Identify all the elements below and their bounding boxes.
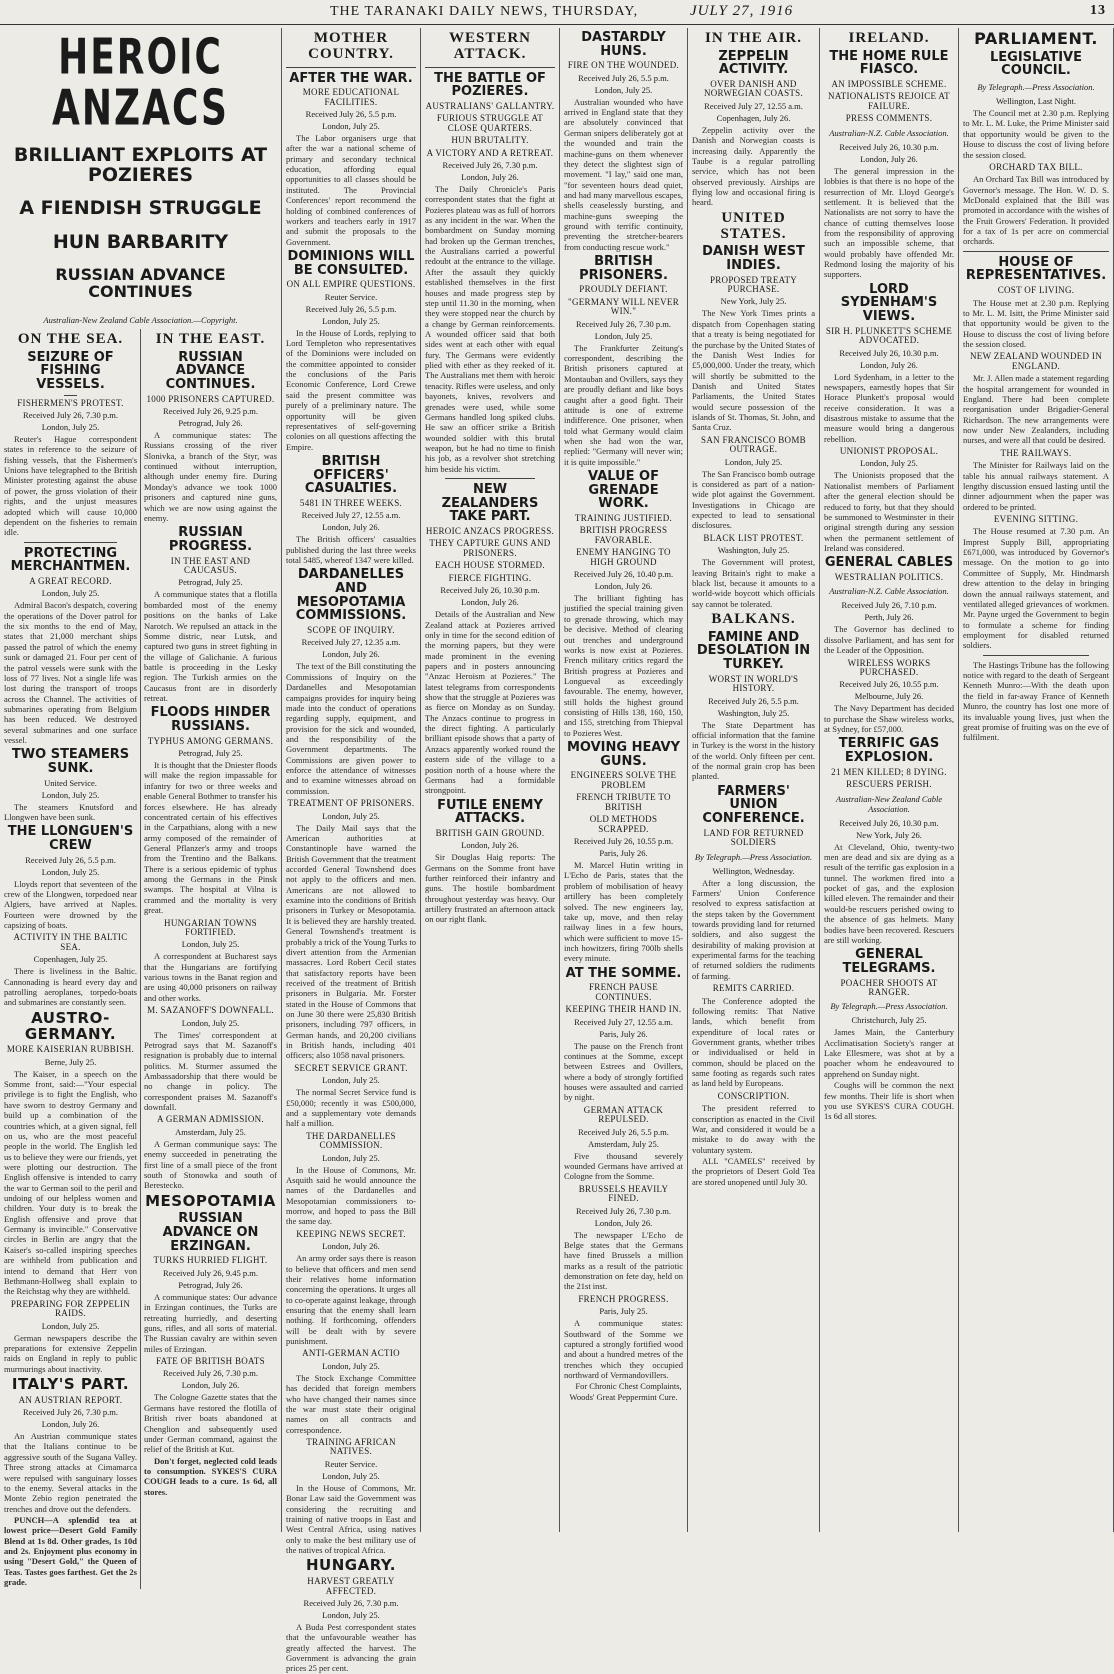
place-line: London, July 26. bbox=[322, 522, 380, 533]
dateline: Received July 26, 7.30 p.m. bbox=[576, 318, 671, 329]
dateline: Received July 26, 10.55 p.m. bbox=[573, 836, 674, 847]
place-line: Wellington, Last Night. bbox=[995, 96, 1077, 107]
subhead: FISHERMEN'S PROTEST. bbox=[17, 397, 124, 408]
article-text: The Hastings Tribune has the following notice with regard to the death of Sergeant Kenneth Munro:—With the death upon the field in far-away France of Kenneth Munro, the country has lost one more of its invaluable young lives, just when the great promise of fruiting was on the eve of fulfilment. bbox=[963, 659, 1109, 743]
subhead: TRAINING AFRICAN NATIVES. bbox=[306, 1436, 396, 1457]
headline-heroic-anzacs: HEROIC ANZACS bbox=[52, 30, 229, 137]
place-line: Christchurch, July 25. bbox=[851, 1015, 927, 1026]
dateline: Received July 26, 9.25 p.m. bbox=[163, 406, 258, 417]
section-on-the-sea: ON THE SEA. bbox=[17, 330, 124, 347]
subhead: WIRELESS WORKS PURCHASED. bbox=[847, 657, 931, 677]
subhead: OLD METHODS SCRAPPED. bbox=[589, 814, 658, 834]
article-text: A German communique says: The enemy succeeded in penetrating the first line of a small piece of the front south of Stonowka and south of Berestecko. bbox=[144, 1138, 277, 1191]
subhead: KEEPING THEIR HAND IN. bbox=[565, 1004, 682, 1015]
subhead: A GERMAN ADMISSION. bbox=[157, 1114, 264, 1125]
article-text: The San Francisco bomb outrage is considered as part of a nation-wide plot against the Government. Investigations in Chicago are expected to lead to sensational disclosures. bbox=[692, 468, 815, 531]
divider bbox=[983, 655, 1089, 656]
subhead: FIERCE FIGHTING. bbox=[448, 572, 532, 583]
masthead-title: THE TARANAKI DAILY NEWS, THURSDAY, bbox=[330, 4, 639, 19]
dateline: Received July 26, 7.30 p.m. bbox=[303, 1598, 399, 1608]
subhead: REMITS CARRIED. bbox=[712, 983, 795, 994]
subhead: ENGINEERS SOLVE THE PROBLEM bbox=[570, 770, 677, 790]
article-text: Lord Sydenham, in a letter to the newspapers, earnestly hopes that Sir Horace Plunkett's proposal would receive consideration. It was a disastrous mistake to assume that the measure would bring a dangerous rebellion. bbox=[824, 371, 954, 444]
article-text: Five thousand severely wounded Germans have arrived at Cologne from the Somme. bbox=[564, 1150, 683, 1182]
place-line: Petrograd, July 25. bbox=[178, 748, 243, 759]
subhead: MORE EDUCATIONAL FACILITIES. bbox=[302, 87, 400, 107]
section-in-the-east: IN THE EAST. bbox=[155, 330, 266, 347]
page-number: 13 bbox=[1090, 3, 1106, 18]
subhead: FATE OF BRITISH BOATS bbox=[156, 1355, 265, 1366]
column-dastardly-huns bbox=[560, 28, 688, 1532]
dateline: Received July 26, 10.30 p.m. bbox=[839, 141, 939, 152]
article-text: Sir Douglas Haig reports: The Germans on the Somme front have further reinforced their infantry and guns. The hostile bombardment throughout yesterday was heavy. Our artillery frustrated an afternoon attack on our right flank. bbox=[425, 852, 555, 925]
service-line: United Service. bbox=[44, 777, 97, 788]
dateline: Received July 26, 7.10 p.m. bbox=[841, 600, 937, 611]
advertisement: PUNCH—A splendid tea at lowest price—Desert Gold Family Blend at 1s 8d. Other grades, 1s 10d and 2s. Enjoyment plus economy in using "Desert Gold," the Queen of Teas. Tastes goes farthest. Get the 2s grade. bbox=[4, 1515, 137, 1588]
dateline: Received July 26, 5.5 p.m. bbox=[708, 695, 799, 706]
service-line: Reuter Service. bbox=[324, 291, 378, 302]
place-line: London, July 26. bbox=[594, 1217, 653, 1228]
article-text: In the House of Lords, replying to Lord Templeton who representatives of the Dominions were included on the committee appointed to consider the conclusions of the Paris Economic Conference, Lord Crewe said the present committee was purely of a preliminary nature. The opportunity will be given representatives of self-governing colonies on all questions affecting the Empire. bbox=[286, 327, 416, 452]
subhead: AN AUSTRIAN REPORT. bbox=[18, 1394, 123, 1405]
place-line: London, July 25. bbox=[322, 1610, 380, 1620]
dateline: Received July 26, 5.5 p.m. bbox=[305, 109, 397, 120]
dateline: Received July 26, 10.30 p.m. bbox=[839, 817, 939, 828]
place-line: London, July 25. bbox=[41, 789, 100, 800]
article-text: An Orchard Tax Bill was introduced by Governor's message. The Hon. W. D. S. McDonald explained that the Bill was promoted in accordance with the wishes of the Fruit Growers' Federation. It provided for a tax of 1s per acre on commercial orchards. bbox=[963, 174, 1109, 247]
article-text: Zeppelin activity over the Danish and Norwegian coasts is increasing daily. Apparently the Taube is a regular patrolling service, which has not been observed previously. Airships are flying low and occasional firing is heard. bbox=[692, 124, 815, 208]
subhead: BRITISH OFFICERS' CASUALTIES. bbox=[304, 454, 398, 497]
subhead: ENEMY HANGING TO HIGH GROUND bbox=[576, 547, 671, 567]
article-text: The Unionists proposed that the Nationalist members of Parliament after the general election should be reduced to forty, but that they should be summoned to Westminster in their original strength during any session when the permanent settlement of Ireland was considered. bbox=[824, 470, 954, 553]
article-text: The State Department has official information that the famine in Turkey is the worst in the history of the world. Only fifteen per cent. of the normal grain crop has been planted. bbox=[692, 719, 815, 782]
article-text: Reuter's Hague correspondent states in reference to the seizure of fishing vessels, that the Fishermen's Unions have telegraphed to the British Minister protesting against the abuse of power, the gross violation of their rights, and the unjust measures adopted which will cause 10,000 dependent on the fisheries to remain idle. bbox=[4, 434, 137, 538]
subhead: GENERAL TELEGRAMS. bbox=[842, 947, 936, 976]
advertisement: Don't forget, neglected cold leads to consumption. SYKES'S CURA COUGH leads to a cure. 1s 6d, all stores. bbox=[144, 1455, 277, 1497]
place-line: Washington, July 25. bbox=[717, 707, 790, 718]
place-line: London, July 25. bbox=[594, 330, 653, 341]
subhead: TYPHUS AMONG GERMANS. bbox=[147, 735, 274, 746]
headline-pozieres: BRILLIANT EXPLOITS AT POZIERES bbox=[13, 143, 268, 186]
subhead: MORE KAISERIAN RUBBISH. bbox=[6, 1044, 135, 1055]
dateline: Received July 27, 12.55 a.m. bbox=[301, 510, 401, 521]
place-line: London, July 25. bbox=[322, 1360, 380, 1371]
place-line: London, July 26. bbox=[461, 840, 519, 851]
subhead: GERMAN ATTACK REPULSED. bbox=[583, 1104, 664, 1125]
place-line: London, July 26. bbox=[860, 359, 918, 370]
article-text: Lloyds report that seventeen of the crew of the Llongwen, torpedoed near Algiers, have arrived at Naples. Fourteen were drowned by the capsizing of boats. bbox=[4, 878, 137, 931]
subhead: TERRIFIC GAS EXPLOSION. bbox=[838, 736, 940, 766]
subhead: BRITISH PROGRESS FAVORABLE. bbox=[579, 525, 668, 545]
article-text: The brilliant fighting has justified the special training given to grenade throwing, which may be decisive. Method of clearing out trenches and underground works is now exist at Pozieres. French military critics regard the British progress at Pozieres and Longueval as exceedingly favourable. The enemy, however, still holds the highest ground consisting of Hills 138, 160, 150, and 155, stretching from Thiepval to Pozieres West. bbox=[564, 593, 683, 738]
article-text: German newspapers describe the preparations for extensive Zeppelin raids on England in reply to public murmurings about inactivity. bbox=[4, 1332, 137, 1374]
dateline: Received July 26, 7.30 p.m. bbox=[442, 159, 538, 170]
subhead: A GREAT RECORD. bbox=[29, 575, 112, 586]
article-text: The president referred to conscription as enacted in the Civil War, and considered it would be a mistake to do away with the voluntary system. bbox=[692, 1103, 815, 1155]
article-text: The steamers Knutsford and Llongwen have been sunk. bbox=[4, 801, 137, 823]
place-line: London, July 25. bbox=[181, 1017, 240, 1028]
subhead: HEROIC ANZACS PROGRESS. bbox=[425, 525, 555, 536]
subhead: CONSCRIPTION. bbox=[717, 1090, 790, 1101]
dateline: Received July 27, 12.55 a.m. bbox=[704, 100, 803, 111]
advertisement: For Chronic Chest Complaints, Woods' Great Peppermint Cure. bbox=[569, 1381, 682, 1402]
divider bbox=[286, 67, 416, 68]
subhead: FARMERS' UNION CONFERENCE. bbox=[702, 783, 805, 826]
article-text: Mr. J. Allen made a statement regarding the hospital arrangement for wounded in England. There had been complete reorganisation under Brigadier-General Richardson. The new arrangements were now under New Zealanders, including nurses, and were all that could be desired. bbox=[963, 373, 1109, 446]
subhead: HUN BRUTALITY. bbox=[451, 135, 529, 146]
subhead: TREATMENT OF PRISONERS. bbox=[287, 798, 415, 809]
subhead: RUSSIAN PROGRESS. bbox=[168, 525, 253, 554]
dateline: Received July 26, 5.5 p.m. bbox=[578, 1126, 669, 1137]
place-line: London, July 25. bbox=[322, 810, 380, 821]
article-text: A Buda Pest correspondent states that the unfavourable weather has greatly affected the harvest. The Government is advancing the grain prices 25 per cent. bbox=[286, 1622, 416, 1674]
place-line: London, July 25. bbox=[41, 1320, 100, 1331]
article-text: After a long discussion, the Farmers' Union Conference resolved to express satisfaction at the steps taken by the Government towards providing land for returned soldiers, and also suggest the desirability of making provision at experimental farms for the teaching of returned soldiers the rudiments of farming. bbox=[692, 877, 815, 981]
section-austro-germany: AUSTRO-GERMANY. bbox=[24, 1008, 117, 1043]
place-line: London, July 26. bbox=[181, 1380, 240, 1391]
subhead: RESCUERS PERISH. bbox=[846, 779, 932, 790]
subhead: SCOPE OF INQUIRY. bbox=[307, 625, 395, 635]
article-text: There is liveliness in the Baltic. Cannonading is heard every day and patrolling aeroplanes, torpedo-boats and submarines are constantly seen. bbox=[4, 966, 137, 1008]
place-line: New York, July 26. bbox=[856, 829, 922, 840]
subhead: SECRET SERVICE GRANT. bbox=[294, 1062, 408, 1073]
subhead: THE LLONGUEN'S CREW bbox=[7, 824, 134, 854]
place-line: London, July 25. bbox=[41, 422, 100, 433]
section-united-states: UNITED STATES. bbox=[720, 209, 787, 242]
column-western-attack bbox=[421, 28, 560, 1532]
place-line: London, July 26. bbox=[461, 597, 519, 608]
section-parliament: PARLIAMENT. bbox=[974, 29, 1098, 48]
section-dastardly-huns: DASTARDLY HUNS. bbox=[581, 30, 666, 59]
dateline: Received July 26, 5.5 p.m. bbox=[578, 72, 669, 83]
dateline: Received July 26, 10.40 p.m. bbox=[573, 569, 674, 580]
article-text: The House resumed at 7.30 p.m. An Imprest Supply Bill, appropriating £671,000, was introduced by Governor's message. On the motion to go into Committee of Supply, Mr. Hindmarsh drew attention to the delay in bringing down the annual railways statement, and ventilated alleged grievances of workmen. Mr. Payne urged the Government to begin to formulate a scheme for finding employment for disabled returned soldiers. bbox=[963, 526, 1109, 651]
subhead: TWO STEAMERS SUNK. bbox=[11, 747, 130, 777]
dateline: Received July 26, 7.30 p.m. bbox=[23, 410, 118, 421]
section-italys-part: ITALY'S PART. bbox=[11, 1374, 130, 1393]
article-text: The House met at 2.30 p.m. Replying to Mr. L. M. Isitt, the Prime Minister said that opportunity would be given to the House to discuss the cost of living before the session closed. bbox=[963, 297, 1109, 349]
subhead: A VICTORY AND A RETREAT. bbox=[426, 147, 554, 158]
section-western-attack: WESTERN ATTACK. bbox=[448, 30, 532, 62]
article-text: James Main, the Canterbury Acclimatisation Society's ranger at Lake Ellesmere, was shot at by a poacher whom he endeavoured to apprehend on Sunday night. bbox=[824, 1027, 954, 1079]
dateline: Received July 27, 12.35 a.m. bbox=[301, 637, 401, 648]
article-text: Admiral Bacon's despatch, covering the operations of the Dover patrol for the six months to the end of May, states that 21,000 merchant ships passed the patrol of which the enemy sunk or damaged 21. Four per cent of the patrol vessels were sunk with the loss of 77 lives. Not a single life was lost during the transport of troops across the Channel. The activities of submarines operating from Belgium has been reduced. We destroyed several submarines and one surface vessel. bbox=[4, 600, 137, 746]
advertisement: ALL "CAMELS" received by the proprietors of Desert Gold Tea are stored unopened until July 30. bbox=[692, 1156, 815, 1187]
article-text: The normal Secret Service fund is £50,000; recently it was £500,000, and a supplementary vote demands half a million. bbox=[286, 1087, 416, 1129]
subhead: LORD SYDENHAM'S VIEWS. bbox=[840, 281, 938, 325]
subhead: FRENCH TRIBUTE TO BRITISH bbox=[576, 792, 671, 812]
place-line: London, July 25. bbox=[41, 866, 100, 877]
place-line: London, July 26. bbox=[594, 581, 653, 592]
credit-line: Australian-New Zealand Cable Association. bbox=[835, 793, 943, 814]
article-text: The Council met at 2.30 p.m. Replying to Mr. L. M. Luke, the Prime Minister said that opportunity would be given to the House to discuss the cost of living before the session closed. bbox=[963, 108, 1109, 160]
subhead: FUTILE ENEMY ATTACKS. bbox=[437, 797, 543, 827]
subhead: NATIONALISTS REJOICE AT FAILURE. bbox=[828, 91, 950, 111]
article-text: The British officers' casualties published during the last three weeks total 5485, whereof 1347 were killed. bbox=[286, 534, 416, 566]
place-line: Perth, July 26. bbox=[864, 612, 914, 623]
divider bbox=[425, 67, 555, 68]
credit-line: Australian-N.Z. Cable Association. bbox=[829, 127, 949, 138]
place-line: Copenhagen, July 26. bbox=[716, 112, 791, 123]
subhead: RUSSIAN ADVANCE ON ERZINGAN. bbox=[162, 1211, 259, 1254]
article-text: The Frankfurter Zeitung's correspondent, describing the British prisoners captured at Montauban and Ovillers, says they are proudly defiant and like boys caught after a good fight. Their attitude is one of extreme indifference. One prisoner, when told what Germany would claim when she had won the war, replied: "Germany will never win; it is quite impossible." bbox=[564, 342, 683, 467]
subhead: KEEPING NEWS SECRET. bbox=[296, 1228, 406, 1239]
article-text: A communique states: Southward of the Somme we captured a strongly fortified wood and about a hundred metres of the trenches which they occupied northward of Vermandovillers. bbox=[564, 1318, 683, 1380]
subhead: RUSSIAN ADVANCE CONTINUES. bbox=[165, 349, 256, 392]
subhead: MOVING HEAVY GUNS. bbox=[566, 740, 681, 769]
subhead: FRENCH PROGRESS. bbox=[578, 1293, 669, 1304]
divider bbox=[64, 395, 77, 396]
article-text: In the House of Commons, Mr. Asquith said he would announce the names of the Dardanelles and Mesopotamian commissioners to-morrow, and hoped to pass the Bill the same day. bbox=[286, 1164, 416, 1227]
article-text: The text of the Bill constituting the Commissions of Inquiry on the Dardanelles and Mesopotamian campaigns provides for inquiry being made into the conduct of operations regarding supply, equipment, and provision for the sick and wounded, and the responsibility of the Government departments. The Commissions are given power to enforce the attendance of witnesses and to examine witnesses abroad on commission. bbox=[286, 661, 416, 796]
subhead: PREPARING FOR ZEPPELIN RAIDS. bbox=[10, 1298, 131, 1319]
subhead: IN THE EAST AND CAUCASUS. bbox=[170, 555, 251, 575]
place-line: London, July 26. bbox=[322, 649, 380, 660]
subhead: COST OF LIVING. bbox=[997, 285, 1075, 296]
subhead: DARDANELLES AND MESOPOTAMIA COMMISSIONS. bbox=[295, 567, 407, 624]
subhead: UNIONIST PROPOSAL. bbox=[839, 446, 939, 457]
subhead: TRAINING JUSTIFIED. bbox=[574, 512, 673, 523]
article-text: The pause on the French front continues at the Somme, except between Estrees and Ovillers, where a body of strongly fortified houses were assaulted and carried by night. bbox=[564, 1040, 683, 1103]
section-ireland: IRELAND. bbox=[848, 30, 930, 46]
subhead: PROUDLY DEFIANT. bbox=[579, 284, 668, 295]
subhead: NEW ZEALANDERS TAKE PART. bbox=[441, 482, 539, 525]
article-text: A communique states that a flotilla bombarded most of the enemy positions on the banks of Lake Narotch. We repulsed an attack in the Somme distric, near Lutsk, and captured two guns in street fighting in the village of Galichanie. A furious battle is proceeding in the Lesky region. The Turkish armies on the Caucasus front are in disorderly retreat. bbox=[144, 589, 277, 704]
credit-line: Australian-New Zealand Cable Association.—Copyright. bbox=[43, 314, 238, 325]
place-line: Amsterdam, July 25. bbox=[588, 1138, 659, 1149]
subhead: 5481 IN THREE WEEKS. bbox=[299, 497, 403, 508]
place-line: London, July 25. bbox=[322, 1470, 380, 1481]
subhead: LEGISLATIVE COUNCIL. bbox=[989, 49, 1082, 79]
article-text: The Stock Exchange Committee has decided that foreign members who have changed their names since the war must state their original names on all contracts and correspondence. bbox=[286, 1372, 416, 1435]
divider bbox=[24, 542, 117, 543]
article-text: The general impression in the lobbies is that there is no hope of the resurrection of Mr. Lloyd George's settlement. It is believed that the Nationalists are not sorry to have the chance of cutting themselves loose from the responsibility of approving such an impossible scheme, that would probably have offended Mr. Redmond losing the majority of his supporters. bbox=[824, 165, 954, 280]
section-hungary: HUNGARY. bbox=[305, 1556, 396, 1575]
subhead: ANTI-GERMAN ACTIO bbox=[302, 1348, 400, 1359]
article-text: The Conference adopted the following remits: That Native lands, which benefit from expenditure of local rates or Government grants, whether tribes or individualised or held in common, should be placed on the same footing as regards such rates as land held by Europeans. bbox=[692, 995, 815, 1089]
place-line: London, July 25. bbox=[322, 315, 380, 326]
place-line: London, July 25. bbox=[41, 588, 100, 599]
article-text: In the House of Commons, Mr. Bonar Law said the Government was considering the recruiting and training of native troops in East and West Central Africa, using natives only to make the best military use of the natives of tropical Africa. bbox=[286, 1482, 416, 1556]
subhead: ORCHARD TAX BILL. bbox=[989, 161, 1083, 172]
subhead: GENERAL CABLES bbox=[824, 555, 954, 571]
subhead: THE BATTLE OF POZIERES. bbox=[434, 70, 546, 100]
dateline: Received July 26, 10.30 p.m. bbox=[839, 347, 939, 358]
subhead: HARVEST GREATLY AFFECTED. bbox=[307, 1576, 395, 1596]
masthead-date: JULY 27, 1916 bbox=[690, 3, 794, 19]
subhead: FAMINE AND DESOLATION IN TURKEY. bbox=[696, 629, 811, 673]
dateline: Received July 26, 10.55 p.m. bbox=[839, 679, 939, 690]
article-text: Australian wounded who have arrived in England state that they are absolutely convinced that German snipers deliberately got at the wounded and train the machine-guns on them whenever they detect the slightest sign of movement. "I lay," said one man, "for seventeen hours dead quiet, and had many marvellous escapes, shells ceaselessly bursting, and machine-guns sweeping the ground with terrific continuity, preventing the stretcher-bearers from conducting rescue work." bbox=[564, 96, 683, 252]
article-text: M. Marcel Hutin writing in L'Echo de Paris, states that the problem of mobilisation of heavy artillery has been completely solved. The new engineers lay, take up, move, and then relay railway lines in a few hours, which were sufficient to move 15-inch howitzers, firing 700lb shells every minute. bbox=[564, 860, 683, 964]
place-line: Petrograd, July 26. bbox=[178, 418, 243, 429]
dateline: Received July 26, 10.30 p.m. bbox=[440, 585, 540, 596]
credit-line: By Telegraph.—Press Association. bbox=[694, 851, 813, 862]
place-line: Petrograd, July 26. bbox=[178, 1279, 243, 1290]
subhead: FRENCH PAUSE CONTINUES. bbox=[588, 982, 659, 1002]
place-line: Paris, July 25. bbox=[599, 1306, 648, 1317]
place-line: London, July 25. bbox=[724, 456, 783, 467]
subhead: PROTECTING MERCHANTMEN. bbox=[10, 545, 131, 575]
subhead: "GERMANY WILL NEVER WIN." bbox=[567, 296, 680, 317]
subhead: DANISH WEST INDIES. bbox=[702, 244, 805, 273]
article-text: A communique states: The Russians crossing of the river Slonivka, a branch of the Styr, was continued without interruption, although under enemy fire. During Monday's advance we took 1000 prisoners and captured nine guns, which we are now using against the enemy. bbox=[144, 430, 277, 523]
article-text: The Cologne Gazette states that the Germans have restored the flotilla of British river boats abandoned at Chenglion and subsequently used under German command, against the relief of the British at Kut. bbox=[144, 1392, 277, 1455]
subhead: AT THE SOMME. bbox=[565, 965, 682, 981]
credit-line: By Telegraph.—Press Association. bbox=[830, 1001, 948, 1012]
subhead: THE RAILWAYS. bbox=[1000, 447, 1072, 458]
divider bbox=[963, 251, 1109, 252]
subhead: ACTIVITY IN THE BALTIC SEA. bbox=[13, 932, 128, 952]
article-text: Details of the Australian and New Zealand attack at Pozieres arrived only in time for the second edition of the morning papers, but they were made prominent in the evening papers and in posters announcing "Anzac Heroism at Pozieres." The latest telegrams from correspondents show that the struggle at Pozieres was as fierce on Monday as on Sunday. The Anzacs continue to progress in the direct fighting. A particularly brilliant episode shows that a party of Anzacs apparently worked round the eastern side of the village to a position north of a house where the Germans had a formidable strongpoint. bbox=[425, 609, 555, 796]
column-1 bbox=[0, 28, 282, 1588]
article-text: The newspaper L'Echo de Belge states that the Germans have fined Brussels a million marks as a result of the patriotic demonstration on fete day, held on the 21st inst. bbox=[564, 1229, 683, 1292]
dateline: Received July 26, 5.5 p.m. bbox=[25, 854, 116, 865]
subhead: 1000 PRISONERS CAPTURED. bbox=[146, 393, 275, 404]
dateline: Received July 26, 7.30 p.m. bbox=[163, 1368, 258, 1379]
dateline: Received July 26, 5.5 p.m. bbox=[305, 303, 397, 314]
article-text: An Austrian communique states that the Italians continue to be aggressive south of the Sugana Valley. Three strong attacks at Cimamarca were repulsed with sanguinary losses to the enemy. Several attacks in the Monte Zebio region penetrated the trenches and drove out the defenders. bbox=[4, 1431, 137, 1514]
place-line: Petrograd, July 25. bbox=[178, 577, 243, 588]
place-line: Paris, July 26. bbox=[599, 1028, 648, 1039]
headline-russian: RUSSIAN ADVANCE CONTINUES bbox=[55, 265, 226, 302]
dateline: Received July 26, 7.30 p.m. bbox=[23, 1407, 118, 1418]
article-text: An army order says there is reason to believe that officers and men send their relatives home information concerning the operations. It urges all to co-operate against leakage, through ensuring that the enemy shall learn nothing. If forthcoming, offenders will be dealt with by severe punishment. bbox=[286, 1253, 416, 1347]
place-line: Melbourne, July 26. bbox=[854, 691, 924, 702]
article-text: The Minister for Railways laid on the table his annual railways statement. A lengthy discussion ensued lasting until the dinner adjournment when the paper was ordered to be printed. bbox=[963, 460, 1109, 512]
article-text: The Daily Mail says that the American authorities at Constantinople have warned the British Government that the treatment accorded General Townshend does not apply to the officers and men. Americans are not allowed to examine into the conditions of British prisoners in Turkey or Mesopotamia. It is believed they are harshly treated. General Townshend's treatment is probably a trick of the Young Turks to divert attention from the Armenian massacres. Lord Robert Cecil states that satisfactory reports have been received of the treatment of British prisoners in Bulgaria. Mr. Forster stated in the House of Commons that on June 30 there were 25,830 British prisoners, including 797 officers, in German hands, and 20,200 civilians in British hands, including 401 officers; also 1058 naval prisoners. bbox=[286, 822, 416, 1061]
subhead: OVER DANISH AND NORWEGIAN COASTS. bbox=[703, 79, 804, 99]
article-text: The Government will protest, leaving Britain's right to make a black list, because it amounts to a world-wide boycott which officials say cannot be tolerated. bbox=[692, 557, 815, 609]
subhead: M. SAZANOFF'S DOWNFALL. bbox=[147, 1005, 274, 1016]
dateline: Received July 26, 9.45 p.m. bbox=[163, 1267, 258, 1278]
article-text: The Daily Chronicle's Paris correspondent states that the fight at Pozieres plateau was as full of horrors as any incident in the war. When the bombardment on Sunday morning had broken up the German trenches, the Australians carried a powerful redoubt at the entrance to the village. After the assault they quickly established themselves in the first houses and made progress step by step until 11.30 in the morning, when they were stopped near the church by a change by German reinforcements. A wounded officer said that both sides went at each other with equal fury. The Germans were evidently plied with ether as they reeked of it. The Australians met them with heroic tenacity. Rifles were useless, and only bayonets, knives, revolvers and grenades were used, while some Germans handled long spiked clubs. He saw an officer strike a British wounded soldier with this brutal weapon, but he had no time to finish his job, as a revolver shot stretching him beside his victim. bbox=[425, 183, 555, 474]
article-text: A communique states: Our advance in Erzingan continues, the Turks are retreating hurriedly, and deserting guns, rifles, and all sorts of material. The Russian cavalry are within seven miles of Erzingan. bbox=[144, 1291, 277, 1354]
subhead: EVENING SITTING. bbox=[993, 513, 1079, 524]
subhead: THE DARDANELLES COMMISSION. bbox=[306, 1130, 396, 1151]
subhead: BRITISH PRISONERS. bbox=[579, 254, 668, 283]
subhead: AUSTRALIANS' GALLANTRY. bbox=[425, 100, 555, 111]
section-in-the-air: IN THE AIR. bbox=[704, 30, 802, 46]
article-text: The Times' correspondent at Petrograd says that M. Sazanoff's resignation is probably due to internal politics. M. Sturmer assumed the Ambassadorship that there would be no change in policy. The correspondent praises M. Sazanoff's downfall. bbox=[144, 1029, 277, 1113]
subhead: BRUSSELS HEAVILY FINED. bbox=[578, 1183, 669, 1204]
place-line: Washington, July 25. bbox=[717, 545, 790, 556]
subhead: THE HOME RULE FIASCO. bbox=[829, 48, 949, 78]
subhead: AFTER THE WAR. bbox=[289, 70, 413, 86]
subhead: SAN FRANCISCO BOMB OUTRAGE. bbox=[701, 434, 806, 455]
subhead: HOUSE OF REPRESENTATIVES. bbox=[965, 254, 1107, 284]
subhead: FURIOUS STRUGGLE AT CLOSE QUARTERS. bbox=[436, 113, 544, 133]
article-text: The Navy Department has decided to purchase the Shaw wireless works, at Sydney, for £57,000. bbox=[824, 703, 954, 735]
subhead: POACHER SHOOTS AT RANGER. bbox=[840, 977, 938, 997]
subhead: AN IMPOSSIBLE SCHEME. bbox=[831, 79, 947, 90]
subhead: DOMINIONS WILL BE CONSULTED. bbox=[287, 248, 415, 278]
subhead: THEY CAPTURE GUNS AND PRISONERS. bbox=[429, 538, 551, 558]
column-mother-country bbox=[282, 28, 421, 1674]
subhead: PRESS COMMENTS. bbox=[845, 113, 933, 124]
column-ireland bbox=[820, 28, 959, 1532]
dateline: Received July 26, 7.30 p.m. bbox=[576, 1205, 671, 1216]
column-parliament bbox=[959, 28, 1114, 1532]
subhead: SIR H. PLUNKETT'S SCHEME ADVOCATED. bbox=[825, 325, 953, 346]
subhead: 21 MEN KILLED; 8 DYING. bbox=[831, 766, 947, 777]
subhead: BLACK LIST PROTEST. bbox=[703, 532, 804, 543]
subhead: NEW ZEALAND WOUNDED IN ENGLAND. bbox=[970, 351, 1102, 371]
place-line: New York, July 25. bbox=[720, 296, 787, 307]
place-line: London, July 25. bbox=[322, 1075, 380, 1086]
subhead: LAND FOR RETURNED SOLDIERS bbox=[703, 827, 804, 848]
section-balkans: BALKANS. bbox=[711, 611, 796, 628]
article-text: At Cleveland, Ohio, twenty-two men are dead and six are dying as a result of the terrific gas explosion in a tunnel. The workmen fired into a pocket of gas, and the explosion killed eleven. The remainder and their would-be rescuers perished owing to the absence of gas helmets. Many bodies have been recovered. Rescuers are still working. bbox=[824, 841, 954, 945]
place-line: Wellington, Wednesday. bbox=[712, 865, 795, 876]
article-text: The Governor has declined to dissolve Parliament, and has sent for the Leader of the Opposition. bbox=[824, 624, 954, 656]
place-line: London, July 26. bbox=[41, 1419, 100, 1430]
subhead: HUNGARIAN TOWNS FORTIFIED. bbox=[164, 917, 257, 937]
section-mother-country: MOTHER COUNTRY. bbox=[308, 30, 394, 62]
subhead: FIRE ON THE WOUNDED. bbox=[567, 60, 680, 71]
place-line: Berne, July 25. bbox=[44, 1056, 97, 1067]
place-line: London, July 25. bbox=[322, 121, 380, 132]
place-line: London, July 25. bbox=[860, 458, 918, 469]
headline-barbarity: HUN BARBARITY bbox=[52, 231, 229, 254]
subhead: SEIZURE OF FISHING VESSELS. bbox=[27, 349, 114, 392]
place-line: Amsterdam, July 25. bbox=[175, 1126, 246, 1137]
place-line: London, July 26. bbox=[461, 171, 519, 182]
subhead: WORST IN WORLD'S HISTORY. bbox=[708, 673, 799, 694]
place-line: London, July 25. bbox=[322, 1152, 380, 1163]
place-line: Paris, July 26. bbox=[599, 848, 648, 859]
place-line: Copenhagen, July 25. bbox=[33, 954, 108, 965]
place-line: London, July 25. bbox=[181, 939, 240, 950]
subhead: TURKS HURRIED FLIGHT. bbox=[153, 1255, 268, 1266]
advertisement: Coughs will be common the next few months. Their life is short when you use SYKES'S CURA COUGH. 1s 6d all stores. bbox=[824, 1080, 954, 1122]
subhead: WESTRALIAN POLITICS. bbox=[834, 572, 944, 582]
article-text: It is thought that the Dniester floods will make the region impassable for infantry for two or three weeks and enable General Bothmer to transfer his forces elsewhere. He has already concentrated certain of his effectives in the Carpathians, along with a new army composed of the remainder of General Pflanzer's army and troops from the Trentino and the Balkans. There is a serious epidemic of typhus among the Germans in the Pinsk swamps. The hospital at Vilna is crammed and the mortality is very great. bbox=[144, 760, 277, 916]
subhead: BRITISH GAIN GROUND. bbox=[435, 827, 545, 838]
subhead: EACH HOUSE STORMED. bbox=[435, 560, 545, 571]
subhead: ON ALL EMPIRE QUESTIONS. bbox=[286, 279, 416, 290]
subhead: PROPOSED TREATY PURCHASE. bbox=[709, 274, 798, 294]
divider bbox=[445, 478, 535, 479]
place-line: London, July 26. bbox=[860, 153, 918, 164]
credit-line: Australian-N.Z. Cable Association. bbox=[829, 586, 949, 597]
subhead: ZEPPELIN ACTIVITY. bbox=[718, 48, 789, 78]
article-text: A correspondent at Bucharest says that the Hungarians are fortifying various towns in the Banat region and are using 40,000 prisoners on railway and other works. bbox=[144, 951, 277, 1003]
column-in-the-air bbox=[688, 28, 820, 1532]
dateline: Received July 27, 12.55 a.m. bbox=[574, 1016, 673, 1027]
masthead bbox=[0, 0, 1114, 25]
section-mesopotamia: MESOPOTAMIA bbox=[145, 1191, 276, 1210]
service-line: Reuter Service. bbox=[324, 1458, 378, 1469]
article-text: The Labor organisers urge that after the war a national scheme of primary and secondary technical education, affording equal opportunities to all classes should be instituted. The Provincial Conferences' report recommend the holding of combined conferences of workers and teachers early in 1917 and submit the proposals to the Government. bbox=[286, 133, 416, 247]
subhead: VALUE OF GRENADE WORK. bbox=[588, 469, 659, 512]
credit-line: By Telegraph.—Press Association. bbox=[977, 82, 1095, 93]
subhead: FLOODS HINDER RUSSIANS. bbox=[150, 705, 271, 735]
headline-fiendish: A FIENDISH STRUGGLE bbox=[19, 197, 262, 220]
article-text: The New York Times prints a dispatch from Copenhagen stating that a treaty is being negotiated for the purchase by the United States of the Danish West Indies for £5,000,000. Under the treaty, which will shortly be submitted to the Danish and United States Parliaments, the United States would secure possession of the islands of St. Thomas, St. John, and Santa Cruz. bbox=[692, 308, 815, 433]
place-line: London, July 25. bbox=[594, 84, 653, 95]
place-line: London, July 26. bbox=[322, 1241, 380, 1252]
article-text: The Kaiser, in a speech on the Somme front, said:—"Your especial privilege is to fight the English, who have sworn to destroy Germany and build up a combination of the countries which, at a given signal, fell on us, who are the most peaceful people in the world. The English led us to believe they were our friends, yet were plotting our destruction. The English offensive is intended to carry the war to German soil to the peril and undoing of our helpless women and children. Your duty is to break the English offensive and prove that Germany is invincible." Conservative circles in Berlin are angry that the Kaiser's so-called inspiring speeches are withheld from publication and intend to demand that Herr von Bethmann-Hollweg shall explain to the Reichstag why they are withheld. bbox=[4, 1068, 137, 1297]
